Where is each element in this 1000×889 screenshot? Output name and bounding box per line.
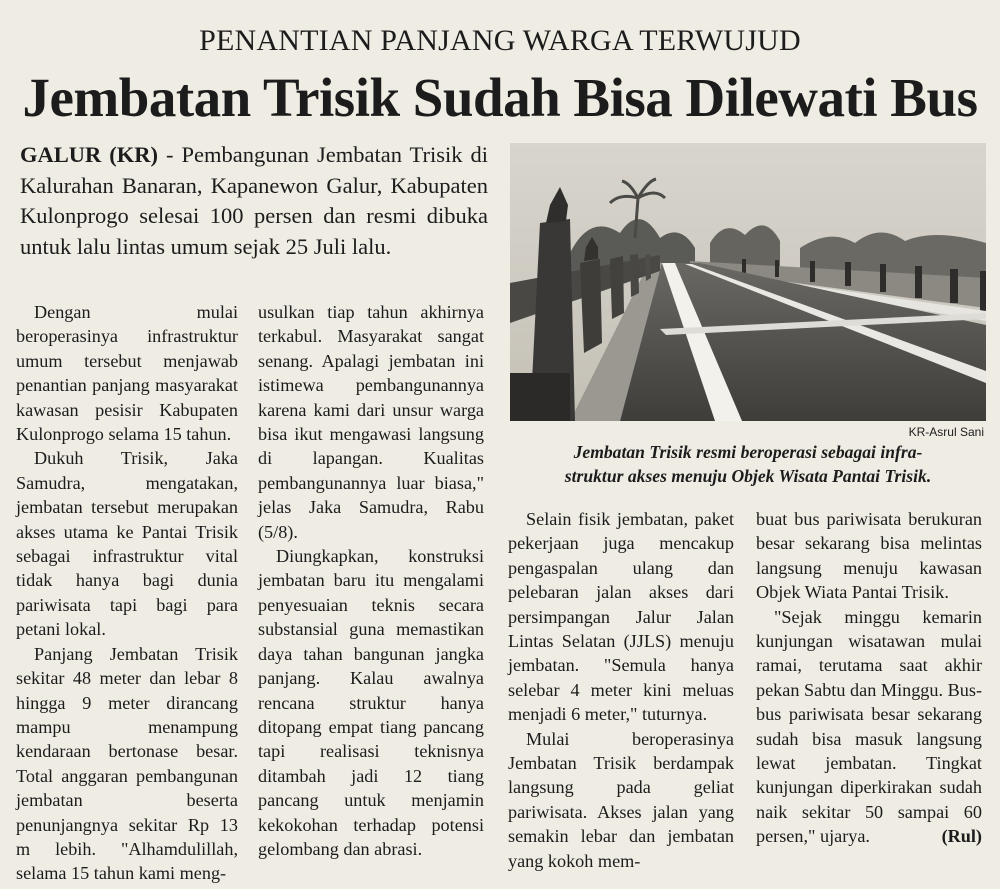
body-paragraph: Panjang Jembatan Trisik sekitar 48 meter dan lebar 8 hingga 9 meter dirancang mampu menampung kendaraan bertonase besar. Total anggaran pembangunan jembatan beserta penunjangnya sekitar Rp 13 m lebih. "Alhamdulillah, selama 15 tahun kami meng- bbox=[16, 643, 238, 884]
main-headline: Jembatan Trisik Sudah Bisa Dilewati Bus bbox=[22, 67, 978, 128]
article-column-3 bbox=[508, 507, 734, 873]
bridge-photo-illustration bbox=[510, 143, 986, 421]
body-paragraph: Dukuh Trisik, Jaka Samudra, mengatakan, jembatan tersebut merupakan akses utama ke Pantai Trisik sebagai infrastruktur vital tidak hanya bagi dunia pariwisata tapi bagi para petani lokal. bbox=[16, 448, 238, 640]
author-signoff: (Rul) bbox=[941, 826, 982, 847]
dateline: GALUR (KR) bbox=[20, 142, 158, 167]
photo-caption bbox=[510, 441, 986, 488]
lead-text: - Pembangunan Jembatan Trisik di Kalurahan Banaran, Kapanewon Galur, Kabupaten Kulonprogo selesai 100 persen dan resmi dibuka untuk lalu lintas umum sejak 25 Juli lalu. bbox=[20, 142, 488, 259]
body-paragraph: Dengan mulai beroperasinya infrastruktur umum tersebut menjawab penantian panjang masyarakat kawasan pesisir Kabupaten Kulonprogo selama 15 tahun. bbox=[16, 302, 238, 445]
photo-caption-line-1: Jembatan Trisik resmi beroperasi sebagai infra- bbox=[573, 442, 923, 462]
article-column-4 bbox=[756, 507, 982, 849]
body-paragraph bbox=[756, 605, 982, 849]
body-paragraph: usulkan tiap tahun akhirnya terkabul. Masyarakat sangat senang. Apalagi jembatan ini istimewa pembangunannya karena kami dari unsur warga bisa ikut mengawasi langsung di lapangan. Kualitas pembangunannya luar biasa," jelas Jaka Samudra, Rabu (5/8). bbox=[258, 302, 484, 542]
quote-text: "Sejak minggu kemarin kunjungan wisatawan mulai ramai, terutama saat akhir pekan Sabtu dan Minggu. Bus-bus pariwisata besar sekarang sudah bisa masuk langsung lewat jembatan. Tingkat kunjungan diperkirakan sudah naik sekitar 50 sampai 60 persen," ujarya. bbox=[756, 606, 982, 847]
body-paragraph: Selain fisik jembatan, paket pekerjaan juga mencakup pengaspalan ulang dan pelebaran jalan akses dari persimpangan Jalur Jalan Lintas Selatan (JJLS) menuju jembatan. "Semula hanya selebar 4 meter kini meluas menjadi 6 meter," tuturnya. bbox=[508, 509, 734, 725]
body-paragraph: Diungkapkan, konstruksi jembatan baru itu mengalami penyesuaian teknis secara substansial guna memastikan daya tahan bangunan jangka panjang. Kalau awalnya rencana struktur hanya ditopang empat tiang pancang tapi realisasi teknisnya ditambah jadi 12 tiang pancang untuk menjamin kekokohan terhadap potensi gelombang dan abrasi. bbox=[258, 546, 484, 859]
article-column-2 bbox=[258, 300, 484, 861]
body-paragraph: buat bus pariwisata berukuran besar sekarang bisa melintas langsung menuju kawasan Objek Wiata Pantai Trisik. bbox=[756, 509, 982, 603]
article-column-1 bbox=[16, 300, 238, 886]
bridge-photo bbox=[510, 143, 986, 421]
photo-credit: KR-Asrul Sani bbox=[908, 425, 984, 439]
photo-caption-line-2: struktur akses menuju Objek Wisata Pantai Trisik. bbox=[564, 465, 932, 486]
body-paragraph: Mulai beroperasinya Jembatan Trisik berdampak langsung pada geliat pariwisata. Akses jalan yang semakin lebar dan jembatan yang kokoh mem- bbox=[508, 728, 734, 871]
lead-paragraph bbox=[20, 140, 488, 262]
kicker-headline: PENANTIAN PANJANG WARGA TERWUJUD bbox=[199, 24, 801, 57]
